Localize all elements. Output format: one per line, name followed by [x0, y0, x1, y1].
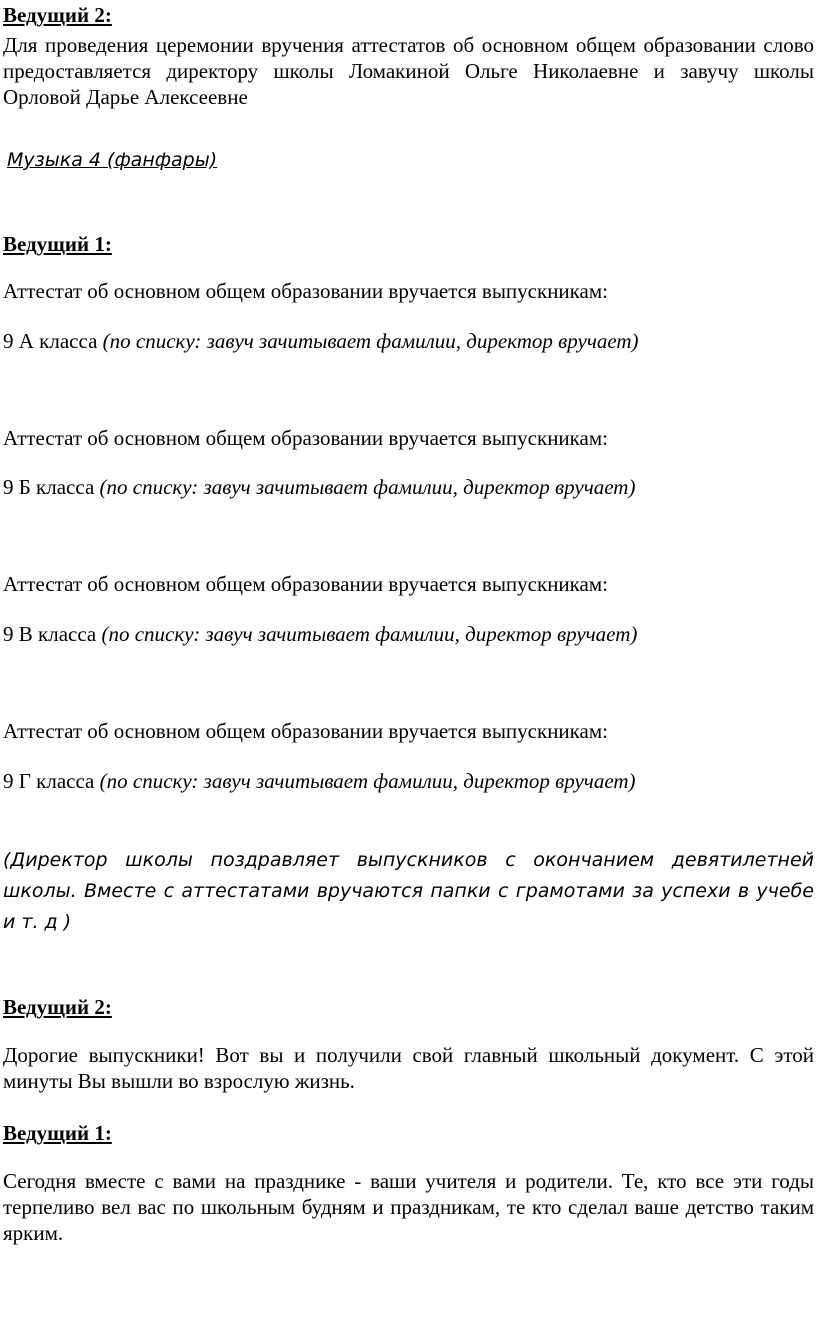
class-note: (по списку: завуч зачитывает фамилии, директор вручает)	[99, 769, 636, 793]
class-note: (по списку: завуч зачитывает фамилии, директор вручает)	[102, 329, 639, 353]
class-label: 9 Б класса	[3, 475, 100, 499]
music-cue	[3, 146, 814, 173]
music-cue-text: Музыка 4 (фанфары)	[7, 149, 218, 171]
certificate-intro: Аттестат об основном общем образовании вручается выпускникам:	[3, 572, 609, 596]
class-line	[3, 768, 814, 794]
class-note: (по списку: завуч зачитывает фамилии, директор вручает)	[101, 622, 638, 646]
certificate-intro: Аттестат об основном общем образовании вручается выпускникам:	[3, 279, 609, 303]
stage-direction: (Директор школы поздравляет выпускников с окончанием девятилетней школы. Вместе с аттестатами вручаются папки с грамотами за успехи в учебе и т. д )	[3, 849, 814, 933]
ceremony-paragraph: Для проведения церемонии вручения аттестатов об основном общем образовании слово предоставляется директору школы Ломакиной Ольге Николаевне и завучу школы Орловой Дарье Алексеевне	[3, 33, 814, 109]
certificate-intro: Аттестат об основном общем образовании вручается выпускникам:	[3, 719, 609, 743]
speaker-heading: Ведущий 1:	[3, 1121, 112, 1145]
class-note: (по списку: завуч зачитывает фамилии, директор вручает)	[99, 475, 636, 499]
class-line	[3, 328, 814, 354]
congratulation-paragraph: Дорогие выпускники! Вот вы и получили свой главный школьный документ. С этой минуты Вы вышли во взрослую жизнь.	[3, 1043, 814, 1093]
class-line	[3, 474, 814, 500]
class-label: 9 В класса	[3, 622, 102, 646]
celebration-paragraph: Сегодня вместе с вами на празднике - ваши учителя и родители. Те, кто все эти годы терпеливо вел вас по школьным будням и праздникам, те кто сделал ваше детство таким ярким.	[3, 1169, 814, 1245]
class-line	[3, 621, 814, 647]
speaker-heading: Ведущий 2:	[3, 995, 112, 1019]
speaker-heading: Ведущий 1:	[3, 232, 112, 256]
class-label: 9 А класса	[3, 329, 103, 353]
certificate-intro: Аттестат об основном общем образовании вручается выпускникам:	[3, 426, 609, 450]
speaker-heading: Ведущий 2:	[3, 3, 112, 27]
class-label: 9 Г класса	[3, 769, 100, 793]
